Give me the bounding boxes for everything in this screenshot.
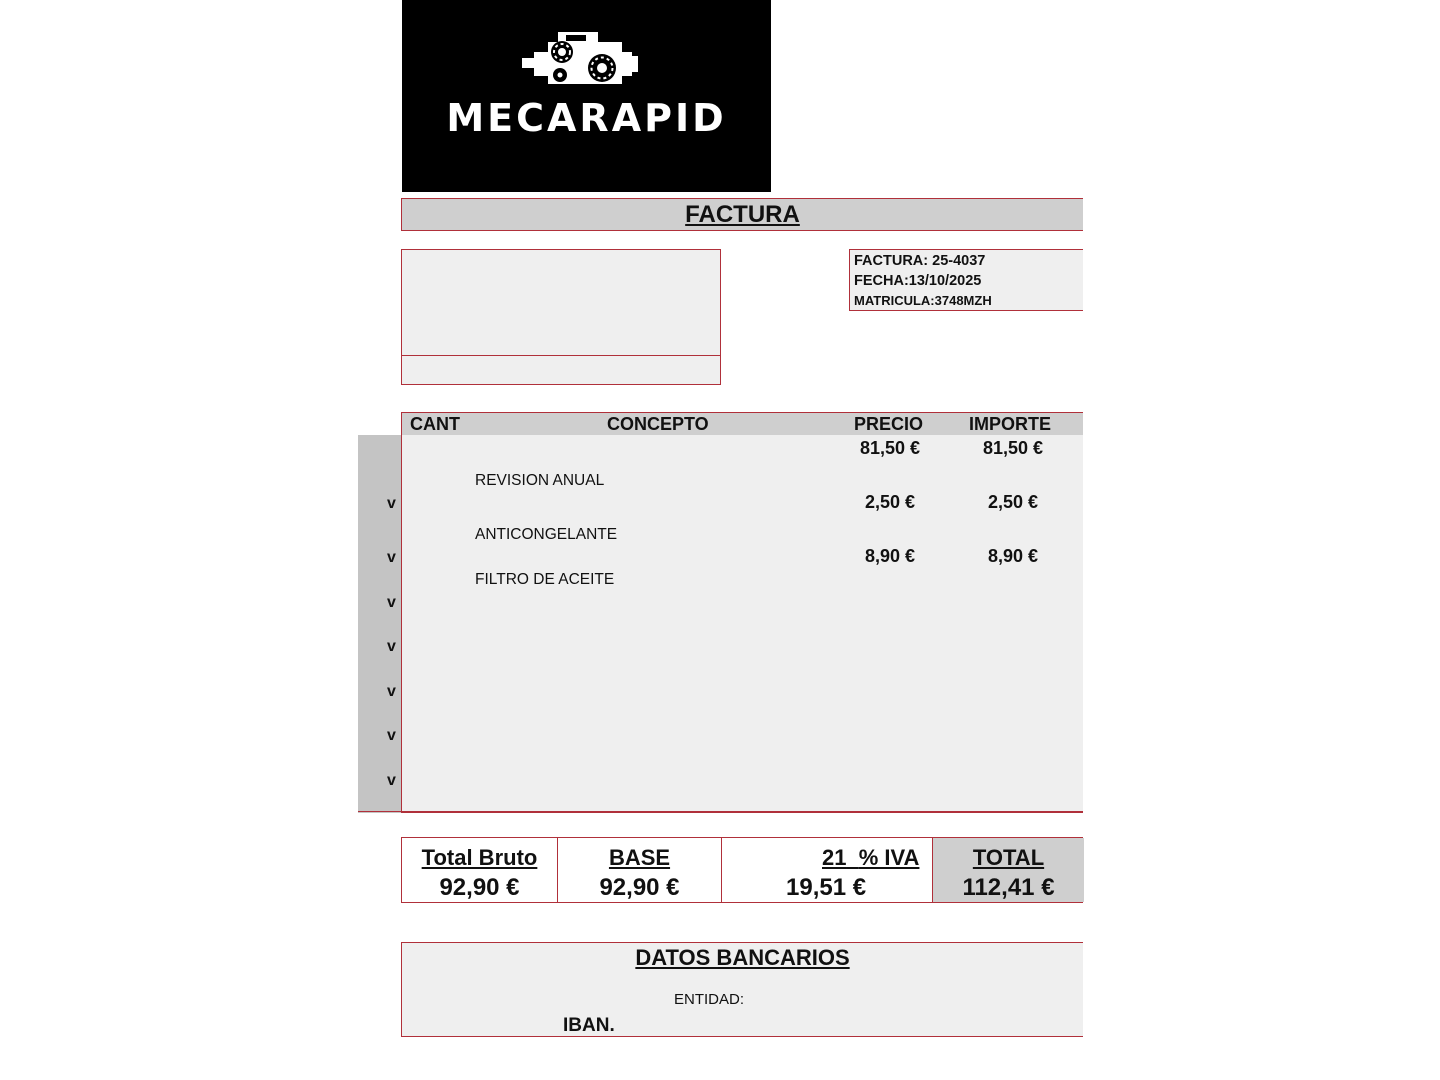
row-concept: FILTRO DE ACEITE xyxy=(475,571,615,588)
client-extra-box xyxy=(401,355,721,385)
invoice-title: FACTURA xyxy=(685,201,800,228)
table-bottom-rule xyxy=(358,811,1083,812)
vat-value: 19,51 € xyxy=(786,874,867,901)
grand-total-cell xyxy=(933,838,1084,902)
totals-box xyxy=(401,837,1083,903)
row-price: 8,90 € xyxy=(864,546,916,566)
invoice-number: FACTURA: 25-4037 xyxy=(854,253,986,269)
logo-brand-text: MECARAPID xyxy=(446,96,727,140)
row-marker: v xyxy=(387,594,396,611)
row-marker: v xyxy=(387,772,396,789)
header-qty: CANT xyxy=(410,414,460,434)
table-row xyxy=(401,722,1083,768)
row-concept: REVISION ANUAL xyxy=(475,472,605,489)
items-table-header xyxy=(401,412,1083,436)
engine-icon xyxy=(520,28,652,86)
row-price: 2,50 € xyxy=(864,492,916,512)
gross-total-cell xyxy=(402,838,558,902)
base-cell xyxy=(558,838,722,902)
invoice-title-band xyxy=(401,198,1083,231)
row-price: 81,50 € xyxy=(859,438,921,458)
row-amount: 8,90 € xyxy=(987,546,1039,566)
row-amount: 2,50 € xyxy=(987,492,1039,512)
row-marker: v xyxy=(387,683,396,700)
vat-label: % IVA xyxy=(858,845,920,870)
row-marker: v xyxy=(387,638,396,655)
company-logo xyxy=(402,0,771,192)
row-marker-strip xyxy=(358,435,402,813)
gross-total-value: 92,90 € xyxy=(439,874,520,901)
grand-total-value: 112,41 € xyxy=(962,874,1055,901)
table-row xyxy=(401,589,1083,634)
table-row xyxy=(401,633,1083,679)
bank-details-box xyxy=(401,942,1083,1037)
header-amount: IMPORTE xyxy=(969,414,1052,434)
row-marker: v xyxy=(387,549,396,566)
base-label: BASE xyxy=(608,845,671,870)
bank-details-title: DATOS BANCARIOS xyxy=(635,945,850,970)
base-value: 92,90 € xyxy=(599,874,680,901)
invoice-date: FECHA:13/10/2025 xyxy=(854,273,982,289)
vehicle-plate: MATRICULA:3748MZH xyxy=(854,293,992,308)
bank-entity-label: ENTIDAD: xyxy=(674,991,745,1008)
vat-cell xyxy=(722,838,933,902)
invoice-info-box xyxy=(849,249,1083,311)
vat-rate: 21 xyxy=(822,845,847,870)
row-marker: v xyxy=(387,495,396,512)
row-amount: 81,50 € xyxy=(982,438,1044,458)
table-row xyxy=(401,678,1083,723)
row-marker: v xyxy=(387,727,396,744)
table-row xyxy=(401,767,1083,813)
gross-total-label: Total Bruto xyxy=(421,845,538,870)
grand-total-label: TOTAL xyxy=(972,845,1045,870)
header-concept: CONCEPTO xyxy=(607,414,709,434)
bank-iban-label: IBAN. xyxy=(563,1015,615,1036)
client-details-box xyxy=(401,249,721,357)
row-concept: ANTICONGELANTE xyxy=(475,526,618,543)
header-price: PRECIO xyxy=(854,414,924,434)
